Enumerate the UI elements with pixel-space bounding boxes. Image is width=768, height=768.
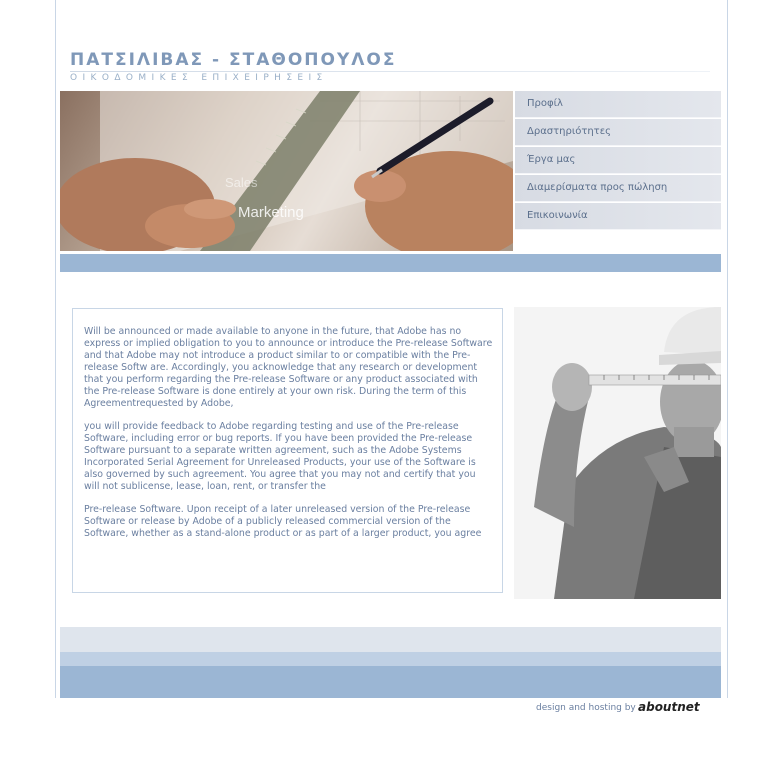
hero-word-marketing: Marketing [238,204,304,221]
title-divider [70,71,710,72]
aboutnet-logo[interactable]: aboutnet [638,700,700,714]
footer-band-light [60,627,721,652]
site-title: ΠΑΤΣΙΛΙΒΑΣ - ΣΤΑΘΟΠΟΥΛΟΣ [70,50,397,70]
nav-item-contact[interactable]: Επικοινωνία [515,203,721,230]
hero-image [60,91,513,251]
content-text [84,326,494,551]
hero-word-sales: Sales [225,175,258,190]
nav-item-profile[interactable]: Προφίλ [515,91,721,118]
footer-credit-text: design and hosting by [536,703,636,713]
header-accent-bar [60,254,721,272]
content-paragraph: Will be announced or made available to anyone in the future, that Adobe has no express or implied obligation to you to announce or introduce the Pre-release Software and that Adobe may not introduce a product similar to or compatible with the Pre-release Softw are. Accordingly, you acknowledge that any research or development that you perform regarding the Pre-release Software or any product associated with the Pre-release Software is done entirely at your own risk. During the term of this Agreementrequested by Adobe, [84,326,493,409]
hero-illustration [60,91,513,251]
footer-band-dark [60,666,721,698]
nav-item-activities[interactable]: Δραστηριότητες [515,119,721,146]
content-paragraph: Pre-release Software. Upon receipt of a later unreleased version of the Pre-release Software or release by Adobe of a publicly released commercial version of the Software, whether as a stand-alone product or as part of a larger product, you agree [84,504,482,539]
worker-photo [514,307,721,599]
nav-item-apartments-for-sale[interactable]: Διαμερίσματα προς πώληση [515,175,721,202]
nav-item-projects[interactable]: Έργα μας [515,147,721,174]
site-subtitle: ΟΙΚΟΔΟΜΙΚΕΣ ΕΠΙΧΕΙΡΗΣΕΙΣ [70,73,328,83]
footer-band-mid [60,652,721,666]
content-panel [72,308,503,593]
main-navigation [515,91,721,231]
page-frame [55,0,728,698]
worker-illustration [514,307,721,599]
content-paragraph: you will provide feedback to Adobe regarding testing and use of the Pre-release Software, including error or bug reports. If you have been provided the Pre-release Software pursuant to a separate written agreement, such as the Adobe Systems Incorporated Serial Agreement for Unreleased Products, your use of the Software is also governed by such agreement. You agree that you may not and certify that you will not sublicense, lease, loan, rent, or transfer the [84,421,476,492]
